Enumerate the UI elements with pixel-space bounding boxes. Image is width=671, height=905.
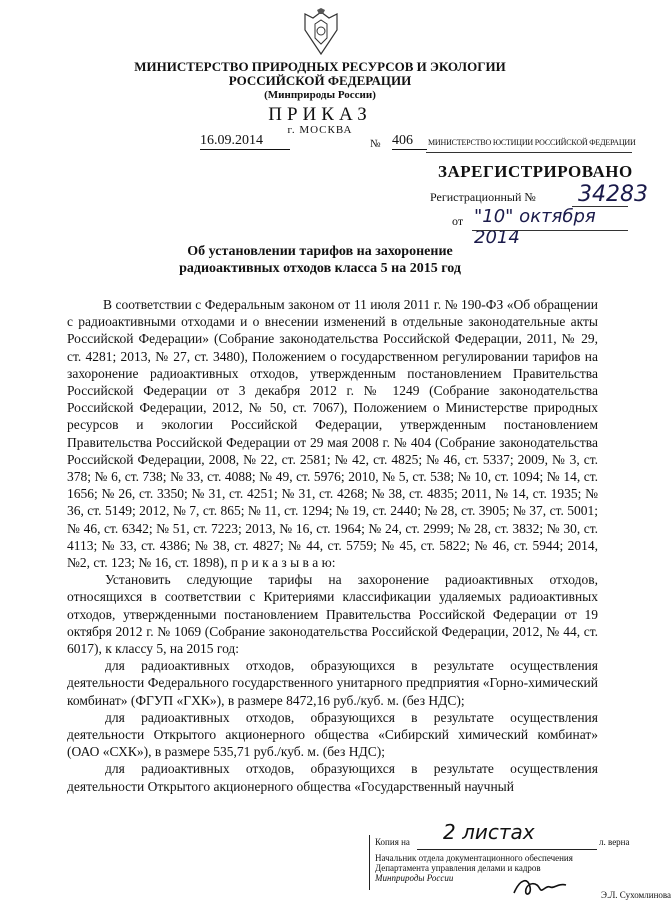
document-number-label: № — [370, 138, 381, 150]
document-city: г. МОСКВА — [287, 124, 353, 136]
copy-official-title: Начальник отдела документационного обеспечения — [375, 853, 573, 863]
stamp-date-label: от — [452, 214, 464, 228]
stamp-reg-label: Регистрационный № — [430, 190, 536, 204]
stamp-title: ЗАРЕГИСТРИРОВАНО — [438, 162, 633, 181]
ministry-name-line1: МИНИСТЕРСТВО ПРИРОДНЫХ РЕСУРСОВ И ЭКОЛОГИИ — [134, 59, 506, 74]
body-paragraph-preamble: В соответствии с Федеральным законом от 11 июля 2011 г. № 190-ФЗ «Об обращении с радиоактивными отходами и о внесении изменений в отдельные законодательные акты Российской Федерации» (Собрание законодательства Российской Федерации, 2011, № 29, ст. 4281; 2013, № 27, ст. 3480), Положением о государственном регулировании тарифов на захоронение радиоактивных отходов, утвержденным постановлением Правительства Российской Федерации от 3 декабря 2012 г. № 1249 (Собрание законодательства Российской Федерации, 2012, № 50, ст. 7067), Положением о Министерстве природных ресурсов и экологии Российской Федерации, утвержденным постановлением Правительства Российской Федерации от 29 мая 2008 г. № 404 (Собрание законодательства Российской Федерации, 2008, № 22, ст. 2581; № 42, ст. 4825; № 46, ст. 5337; 2009, № 3, ст. 378; № 6, ст. 738; № 33, ст. 4088; № 49, ст. 5976; 2010, № 5, ст. 538; № 10, ст. 1094; № 14, ст. 1656; № 26, ст. 3350; № 31, ст. 4251; № 31, ст. 4268; № 38, ст. 4835; 2011, № 14, ст. 1935; № 36, ст. 5149; 2012, № 7, ст. 865; № 11, ст. 1294; № 19, ст. 2440; № 28, ст. 3905; № 37, ст. 5001; № 46, ст. 6342; № 51, ст. 7223; 2013, № 16, ст. 1964; № 24, ст. 2999; № 28, ст. 3832; № 30, ст. 4113; № 33, ст. 4386; № 38, ст. 4827; № 44, ст. 5759; № 45, ст. 5822; № 46, ст. 5944; 2014, №2, ст. 123; № 16, ст. 1898), п р и к а з ы в а ю: — [67, 297, 598, 571]
ministry-header — [120, 60, 520, 102]
document-date: 16.09.2014 — [200, 133, 290, 150]
title-line2: радиоактивных отходов класса 5 на 2015 год — [179, 261, 461, 276]
copy-stamp-bracket — [369, 835, 370, 890]
stamp-header: МИНИСТЕРСТВО ЮСТИЦИИ РОССИЙСКОЙ ФЕДЕРАЦИИ — [428, 138, 636, 147]
document-body — [67, 296, 598, 795]
copy-department: Департамента управления делами и кадров — [375, 863, 541, 873]
stamp-date-value: "10" октября 2014 — [474, 206, 596, 248]
copy-certification-stamp — [365, 820, 671, 905]
stamp-date-underline — [472, 230, 628, 231]
copy-ministry: Минприроды России — [375, 873, 454, 883]
body-paragraph-gkhk: для радиоактивных отходов, образующихся в результате осуществления деятельности Федерального государственного унитарного предприятия «Горно-химический комбинат» (ФГУП «ГХК»), в размере 8472,16 руб./куб. м. (без НДС); — [67, 658, 598, 708]
stamp-divider — [426, 152, 632, 153]
body-paragraph-gnc: для радиоактивных отходов, образующихся в результате осуществления деятельности Открытого акционерного общества «Государственный научный — [67, 761, 598, 794]
ministry-short-name: (Минприроды России) — [264, 89, 376, 101]
copy-signer-name: Э.Л. Сухомлинова — [601, 890, 671, 900]
body-paragraph-skhk: для радиоактивных отходов, образующихся в результате осуществления деятельности Открытого акционерного общества «Сибирский химический комбинат» (ОАО «СХК»), в размере 535,71 руб./куб. м. (без НДС); — [67, 709, 598, 760]
document-type: ПРИКАЗ — [268, 104, 372, 125]
stamp-reg-number: 34283 — [578, 182, 648, 207]
body-paragraph-tariffs: Установить следующие тарифы на захоронение радиоактивных отходов, относящихся в соответствии с Критериями классификации удаляемых радиоактивных отходов, утвержденными постановлением Правительства Российской Федерации от 19 октября 2012 г. № 1069 (Собрание законодательства Российской Федерации, 2012, № 44, ст. 6017), к классу 5, на 2015 год: — [67, 572, 598, 657]
document-title — [120, 243, 520, 277]
title-line1: Об установлении тарифов на захоронение — [187, 244, 453, 259]
registration-stamp — [422, 138, 648, 248]
handwritten-signature — [510, 875, 570, 902]
ministry-name-line2: РОССИЙСКОЙ ФЕДЕРАЦИИ — [228, 73, 412, 88]
document-number: 406 — [392, 133, 427, 150]
copy-handwritten-sheets: 2 листах — [443, 820, 535, 844]
copy-label: Копия на — [375, 837, 410, 847]
coat-of-arms-emblem — [299, 8, 343, 58]
copy-suffix: л. верна — [599, 837, 630, 847]
copy-underline — [417, 849, 597, 850]
